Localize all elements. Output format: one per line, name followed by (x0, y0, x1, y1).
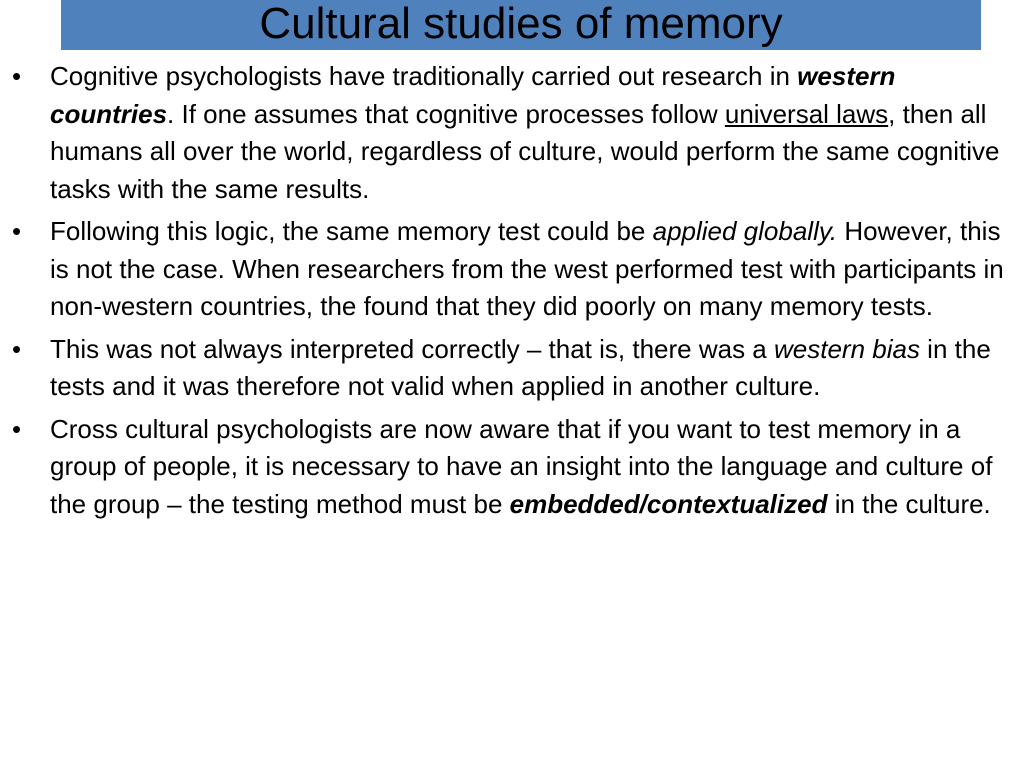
bullet-1-emphasis-western-countries: western countries (50, 61, 896, 129)
bullet-list (0, 58, 1024, 528)
bullet-3-text-2: in the tests and it was therefore not valid when applied in another culture. (50, 333, 991, 401)
bullet-dot-icon: • (12, 413, 22, 444)
bullet-4-text-2: in the culture. (827, 488, 991, 519)
bullet-dot-icon: • (12, 216, 22, 246)
bullet-1-text-2: . If one assumes that cognitive processes follow (167, 98, 725, 129)
bullet-4-text-1: Cross cultural psychologists are now aware that if you want to test memory in a group of people, it is necessary to have an insight into the language and culture of the group – the testing method must be (50, 413, 993, 519)
bullet-3-italic-western-bias: western bias (773, 333, 920, 364)
bullet-1-underline-universal-laws: universal laws (724, 98, 889, 129)
bullet-4-emphasis-embedded: embedded/contextualized (509, 488, 828, 519)
bullet-dot-icon: • (12, 333, 22, 364)
bullet-item-3 (0, 331, 1024, 406)
bullet-1-text-1: Cognitive psychologists have traditionally carried out research in (50, 61, 798, 91)
bullet-2-text-1: Following this logic, the same memory test could be (50, 216, 653, 246)
bullet-2-text-2: However, this is not the case. When researchers from the west performed test with participants in non-western countries, the found that they did poorly on many memory tests. (50, 216, 1004, 321)
bullet-item-1 (0, 58, 1024, 208)
bullet-3-text-1: This was not always interpreted correctly – that is, there was a (50, 333, 774, 364)
slide-title: Cultural studies of memory (259, 0, 783, 48)
bullet-1-text-3: , then all humans all over the world, regardless of culture, would perform the same cognitive tasks with the same results. (50, 98, 1000, 204)
bullet-dot-icon: • (12, 61, 22, 91)
bullet-item-4 (0, 411, 1024, 524)
bullet-2-italic-applied-globally: applied globally. (652, 216, 838, 246)
bullet-item-2 (0, 213, 1024, 326)
